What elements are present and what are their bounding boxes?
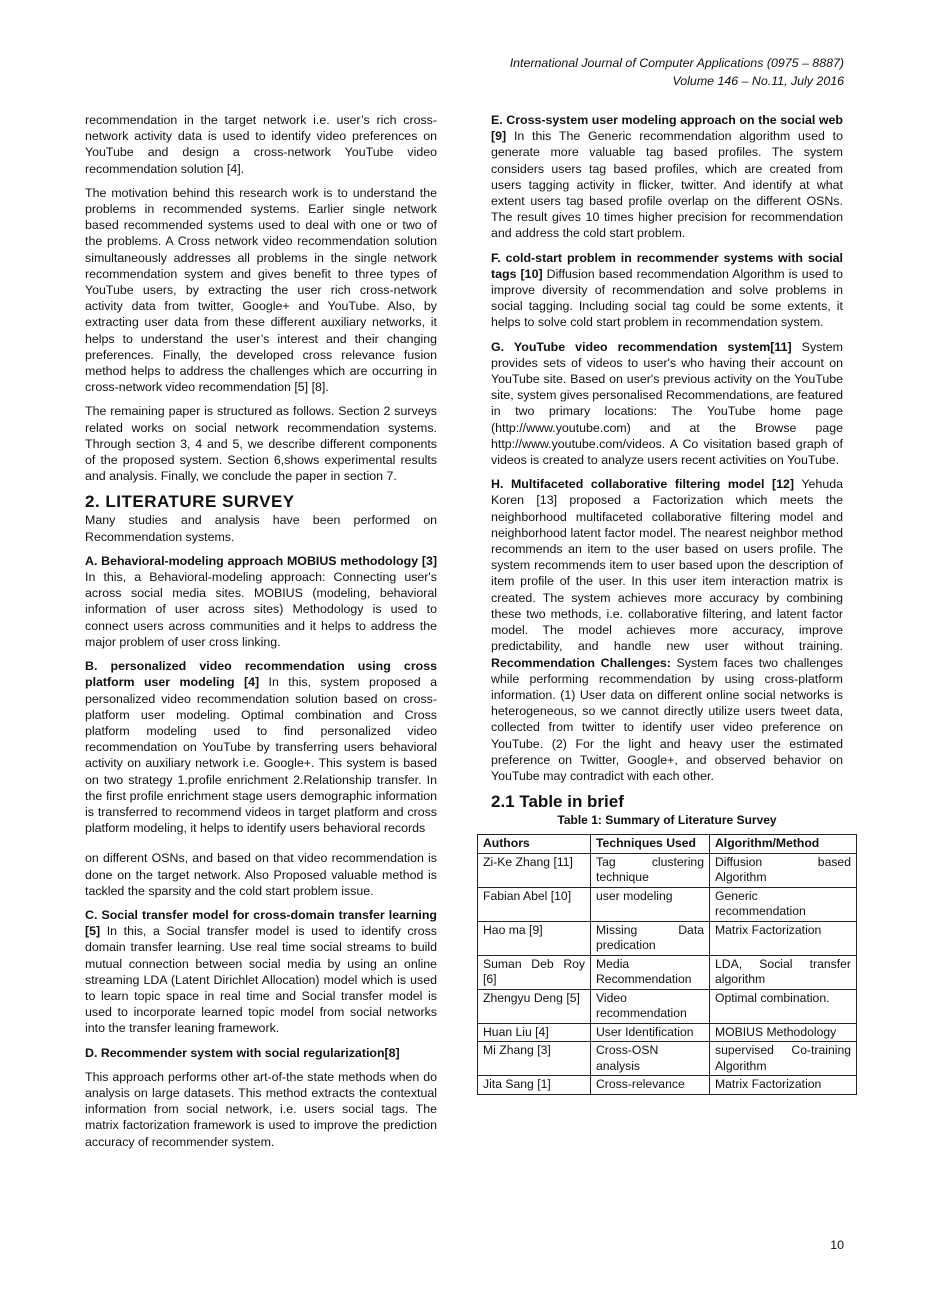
item-text: In this, a Behavioral-modeling approach: Connecting user's across social media sites. MOBIUS (modeling, behavioral information of user across sites) Methodology is used to connect users across communities and it helps to address the major problem of user cross linking. [85, 570, 437, 649]
paragraph: on different OSNs, and based on that video recommendation is done on the target network. Also Proposed valuable method is tackled the sparsity and the cold start problem issue. [85, 851, 437, 898]
survey-item-a [85, 553, 437, 650]
survey-item-c [85, 907, 437, 1037]
item-title: C. Social transfer model for cross-domain transfer learning [5] [85, 907, 437, 939]
table-row [478, 853, 857, 887]
item-title: Recommendation Challenges: [491, 655, 671, 670]
item-text: Yehuda Koren [13] proposed a Factorization which meets the neighborhood multifaceted collaborative filtering model and neighborhood latent factor model. The nearest neighbor method recommends an item to the user based on users profile. The system recommends item to user based upon the description of item profile of the user. In this user item interaction matrix is created. The system achieves more accuracy by combining these two methods, i.e. collaborative filtering, and latent factor model. The model achieves more accuracy, improve predictability, and handle new user without training. [491, 477, 843, 654]
table-cell: Matrix Factorization [710, 1076, 857, 1095]
table-row [478, 955, 857, 989]
table-cell: MOBIUS Methodology [710, 1023, 857, 1042]
item-text: System provides sets of videos to user's who having their account on YouTube site. Based on user's previous activity on the YouTube site, system gives personalised Recommendations, are featured in two primary locations: The YouTube home page (http://www.youtube.com) and at the Browse page http://www.youtube.com/videos. A Co visitation based graph of videos is created to analyze users recent activities on YouTube. [491, 339, 843, 468]
paragraph: recommendation in the target network i.e. user’s rich cross-network activity data is used to identify video preferences on YouTube and design a cross-network YouTube video recommendation solution [4]. [85, 113, 437, 176]
table-cell: Huan Liu [4] [478, 1023, 591, 1042]
table-caption: Table 1: Summary of Literature Survey [557, 813, 777, 828]
item-title: E. Cross-system user modeling approach on the social web [9] [491, 113, 843, 144]
survey-item-h [491, 476, 843, 784]
paragraph: The motivation behind this research work is to understand the problems in recommended systems. Earlier single network based recommended systems used to deal with one or two of the problems. A Cross network video recommendation solution simultaneously addresses all problems in the single network recommendation system and gives benefit to three types of YouTube users, by extracting the user rich cross-network activity data from twitter, Google+ and YouTube. Also, by extracting user data from these different auxiliary networks, it helps to understand the user’s interest and their changing preferences. Finally, the developed cross relevance fusion method helps to address the challenges which are occurring in cross-network video recommendation [5] [8]. [85, 185, 437, 395]
table-row [478, 1023, 857, 1042]
table-cell: Media Recommendation [591, 955, 710, 989]
table-cell: Tag clustering technique [591, 853, 710, 887]
table-cell: Cross-relevance [591, 1076, 710, 1095]
table-cell: Diffusion based Algorithm [710, 853, 857, 887]
table-header-row [478, 835, 857, 854]
item-title: D. Recommender system with social regularization[8] [85, 1045, 400, 1060]
table-cell: User Identification [591, 1023, 710, 1042]
running-header [510, 54, 844, 90]
table-cell: Mi Zhang [3] [478, 1042, 591, 1076]
table-cell: Suman Deb Roy [6] [478, 955, 591, 989]
table-row [478, 1076, 857, 1095]
table-cell: Video recommendation [591, 989, 710, 1023]
table-cell: Optimal combination. [710, 989, 857, 1023]
survey-item-f [491, 250, 843, 331]
right-column [483, 112, 851, 1095]
table-row [478, 887, 857, 921]
item-text: System faces two challenges while performing recommendation by using cross-platform information. (1) User data on different online social networks is heterogeneous, so we cannot directly utilize users tweet data, collected from twitter to identify user video preference on YouTube. (2) For the light and heavy user the estimated preference on Twitter, Google+, and observed behavior on YouTube may contradict with each other. [491, 655, 843, 783]
table-cell: Hao ma [9] [478, 921, 591, 955]
table-cell: Fabian Abel [10] [478, 887, 591, 921]
table-cell: Zhengyu Deng [5] [478, 989, 591, 1023]
literature-table [477, 834, 857, 1095]
survey-item-b [85, 658, 437, 836]
survey-item-d-title [85, 1045, 437, 1061]
journal-title: International Journal of Computer Applications (0975 – 8887) [509, 56, 844, 70]
subsection-heading: 2.1 Table in brief [491, 792, 624, 812]
table-row [478, 989, 857, 1023]
table-cell: Matrix Factorization [710, 921, 857, 955]
item-text: In this, a Social transfer model is used to identify cross domain transfer learning. Use real time social streams to build mutual connection between social media by using an online streaming LDA (Latent Dirichlet Allocation) model which is used to learn topic space in real time and Social transfer model is used to incorporate learned topic model from social networks into the transfer leaning framework. [85, 924, 437, 1036]
survey-item-g [491, 339, 843, 469]
table-row [478, 1042, 857, 1076]
table-cell: Generic recommendation [710, 887, 857, 921]
item-text: In this The Generic recommendation algorithm used to generate more valuable tag based profiles. The system considers users tag based profiles, which are created from users tagging activity in flicker, twitter. And identify at what extent users tag based profile overlap on the different OSNs. The result gives 10 times higher precision for recommendation and address the cold start problem. [491, 129, 843, 241]
paragraph: Many studies and analysis have been performed on Recommendation systems. [85, 513, 437, 544]
table-cell: Jita Sang [1] [478, 1076, 591, 1095]
item-title: H. Multifaceted collaborative filtering model [12] [491, 477, 795, 492]
item-text: Diffusion based recommendation Algorithm is used to improve diversity of recommendation and solve problems in social tagging. Including social tag could be some extents, it helps to solve cold start problem in recommendation system. [491, 266, 843, 330]
table-cell: LDA, Social transfer algorithm [710, 955, 857, 989]
page-number: 10 [830, 1238, 844, 1252]
table-cell: Zi-Ke Zhang [11] [478, 853, 591, 887]
item-title: A. Behavioral-modeling approach MOBIUS methodology [3] [85, 553, 437, 568]
journal-volume: Volume 146 – No.11, July 2016 [672, 74, 844, 88]
item-text: In this, system proposed a personalized video recommendation solution based on cross-platform user modeling. Optimal combination and Cross platform modeling used to find personalized video recommendation on YouTube by transferring users behavioral activity on auxiliary network i.e. Google+. This system is based on two strategy 1.profile enrichment 2.Relationship transfer. In the first profile enrichment stage users demographic information is transferred to recommend videos in target platform and cross platform modeling, it helps to identify users behavioral records [85, 675, 437, 836]
table-row [478, 921, 857, 955]
table-cell: supervised Co-training Algorithm [710, 1042, 857, 1076]
table-cell: user modeling [591, 887, 710, 921]
paragraph: The remaining paper is structured as follows. Section 2 surveys related works on social network recommendation systems. Through section 3, 4 and 5, we describe different components of the proposed system. Section 6,shows experimental results and analysis. Finally, we conclude the paper in section 7. [85, 404, 437, 484]
section-heading: 2. LITERATURE SURVEY [85, 492, 295, 512]
table-cell: Missing Data predication [591, 921, 710, 955]
column-header: Techniques Used [591, 835, 710, 854]
left-column [85, 112, 437, 1158]
item-title: F. cold-start problem in recommender systems with social tags [10] [491, 250, 843, 281]
item-title: G. YouTube video recommendation system[11] [491, 339, 792, 354]
column-header: Algorithm/Method [710, 835, 857, 854]
survey-item-e [491, 112, 843, 242]
table-cell: Cross-OSN analysis [591, 1042, 710, 1076]
survey-item-d-text: This approach performs other art-of-the state methods when do analysis on large datasets. This method extracts the contextual information from social network, i.e. users social tags. The matrix factorization framework is used to improve the prediction accuracy of recommender system. [85, 1069, 437, 1149]
item-title: B. personalized video recommendation using cross platform user modeling [4] [85, 659, 437, 690]
column-header: Authors [478, 835, 591, 854]
